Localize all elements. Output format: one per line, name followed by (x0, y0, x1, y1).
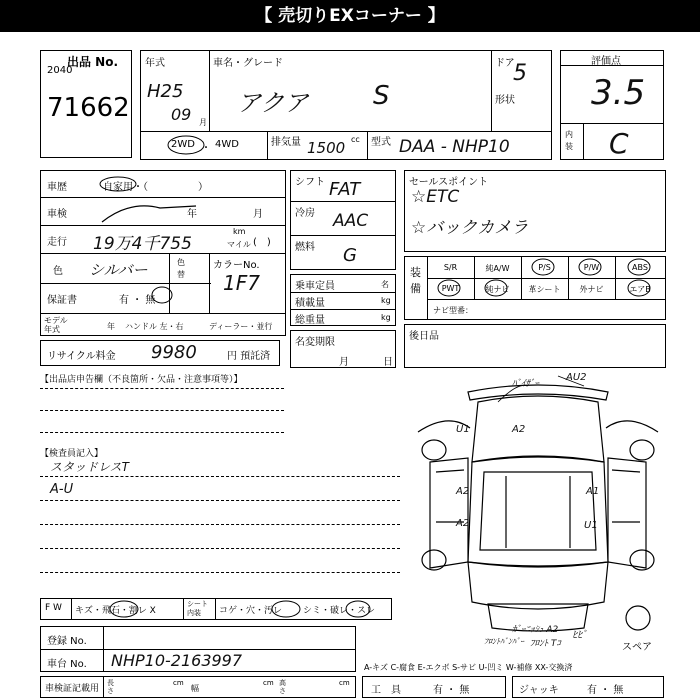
color-label: 色 (53, 266, 63, 277)
chassis-value: NHP10-2163997 (111, 651, 243, 670)
navi-model-label: ナビ型番： (433, 306, 473, 315)
weight-label: 総重量 (295, 315, 325, 326)
fw-label: F W (45, 603, 62, 613)
fw-circles (40, 598, 392, 620)
score-value: 3.5 (591, 73, 646, 113)
warranty-circle-icon (150, 285, 174, 305)
jack-box (512, 676, 664, 698)
fw-interior: シート内装 (187, 600, 208, 617)
damage-mark-rear-left: U1 (456, 424, 470, 435)
history-label: 車歴 (47, 182, 67, 193)
mileage-label: 走行 (47, 237, 67, 248)
mileage-unit-mile: マイル (227, 240, 251, 249)
equip-pwt: PWT (441, 284, 460, 293)
ac-value: AAC (333, 211, 369, 231)
fw-scratch: キズ・飛石・割レ X (75, 606, 156, 616)
tools-box (362, 676, 506, 698)
shape-label: 形状 (495, 95, 515, 106)
model-year-label: モデル年式 (44, 316, 68, 334)
color-code-label: カラーNo. (213, 260, 260, 271)
damage-mark-right-door-1: A1 (586, 486, 600, 497)
displacement-label: 排気量 (271, 137, 301, 148)
lot-number: 71662 (47, 93, 130, 123)
inspection-year: 年 (187, 209, 197, 220)
mileage-paren: ( ) (253, 237, 271, 248)
drive-option-1: 2WD (171, 139, 195, 150)
damage-mark-roof: AU2 (566, 372, 587, 383)
chassis-label: 車台 No. (47, 659, 87, 670)
inspector-line-1: スタッドレスT (50, 460, 129, 474)
mileage-unit-km: km (233, 227, 246, 236)
exhibitor-label: 【出品店申告欄（不良箇所・欠品・注意事項等）】 (40, 375, 243, 385)
damage-mark-front: ﾌﾛﾝﾄ Tｺ (530, 639, 561, 649)
model-year-unit: 年 (107, 322, 115, 331)
registration-label: 登録 No. (47, 636, 87, 647)
equip-leather: 革シート (528, 285, 561, 294)
damage-mark-rear-glass: A2 (512, 424, 526, 435)
after-date-box (404, 324, 666, 368)
car-label: 車名・グレード (213, 58, 283, 69)
deadline-day: 日 (383, 357, 393, 368)
lot-code: 2040 (47, 65, 73, 76)
tools-options: 有 ・ 無 (433, 685, 470, 696)
banner: 【 売切りEXコーナー 】 (0, 0, 700, 32)
fuel-value: G (343, 245, 357, 266)
equip-navi: 純ナビ (485, 285, 510, 294)
color-swap-label: 色替 (177, 258, 185, 279)
certificate-length-unit: cm (173, 679, 184, 687)
car-name: アクア (237, 89, 309, 117)
history-circle-icon (98, 175, 138, 193)
doors-value: 5 (513, 61, 527, 86)
interior-value: C (609, 127, 629, 160)
damage-mark-left-door-1: A2 (456, 486, 470, 497)
equip-abs: ABS (632, 263, 648, 272)
shift-value: FAT (329, 179, 361, 200)
equip-airbag: エアB (629, 285, 651, 294)
score-label: 評価点 (591, 56, 621, 67)
certificate-height: 高さ (279, 679, 286, 695)
damage-mark-left-door-2: A2 (456, 518, 470, 529)
damage-mark-visor: ﾊﾞｲｻﾞｰ (512, 379, 540, 389)
drive-dot: ・ (201, 143, 211, 154)
inspector-label: 【検査員記入】 (40, 449, 104, 459)
capacity-box (290, 274, 396, 326)
spare-label: スペア (622, 642, 652, 653)
ac-label: 冷房 (295, 208, 315, 219)
model-year-dealer: ディーラー・並行 (209, 322, 273, 331)
equip-sr: S/R (443, 263, 458, 272)
sales-points-box (404, 170, 666, 252)
year-month-suffix: 月 (199, 118, 207, 127)
recycle-box (40, 340, 280, 366)
doors-label: ドア (495, 58, 515, 69)
year-label: 年式 (145, 58, 165, 69)
recycle-value: 9980 (151, 342, 197, 363)
lot-label: 出品 No. (67, 55, 119, 69)
weight-unit: kg (381, 313, 391, 322)
registration-box (40, 626, 356, 672)
damage-mark-garnish: ｶﾞｰﾆｯｼｭ A2 (512, 625, 559, 635)
equip-alloy: 純A/W (485, 264, 510, 273)
history-value: 自家用・（ ） (103, 182, 208, 193)
shift-box (290, 170, 396, 270)
equipment-circles (404, 256, 666, 300)
details-box (40, 170, 286, 336)
equipment-label: 装備 (410, 266, 421, 295)
capacity-unit: 名 (381, 280, 389, 289)
car-diagram (408, 372, 668, 652)
shift-label: シフト (295, 177, 325, 188)
year-month: 09 (171, 105, 192, 124)
sales-points-label: セールスポイント (409, 177, 489, 188)
tools-label: 工 具 (371, 685, 401, 696)
deadline-month: 月 (339, 357, 349, 368)
fw-stains: コゲ・穴・汚レ (219, 606, 283, 616)
damage-mark-crack: ﾋﾋﾞ (572, 630, 587, 641)
equip-ext-navi: 外ナビ (579, 285, 604, 294)
color-code-value: 1F7 (223, 271, 260, 295)
equip-ps: P/S (538, 263, 551, 272)
load-unit: kg (381, 296, 391, 305)
legend: A-キズ C-腐食 E-エクボ S-サビ U-凹ミ W-補修 XX-交換済 (364, 663, 573, 672)
jack-label: ジャッキ (519, 685, 559, 696)
score-box (560, 50, 664, 160)
warranty-options: 有 ・ 無 (119, 295, 156, 306)
sales-point-1: ☆ETC (411, 187, 460, 207)
load-label: 積載量 (295, 298, 325, 309)
drive-circle-icon (166, 134, 206, 156)
inspection-label: 車検 (47, 209, 67, 220)
certificate-box (40, 676, 356, 698)
damage-mark-front-bumper: ﾌﾛﾝﾄﾊﾞﾝﾊﾟｰ (484, 637, 524, 646)
capacity-label: 乗車定員 (295, 281, 335, 292)
deadline-label: 名変期限 (295, 337, 335, 348)
jack-options: 有 ・ 無 (587, 685, 624, 696)
displacement-value: 1500 (307, 139, 346, 157)
deadline-box (290, 330, 396, 368)
recycle-label: リサイクル料金 (47, 351, 116, 362)
fuel-label: 燃料 (295, 242, 315, 253)
model-year-handle: ハンドル 左・右 (125, 322, 184, 331)
inspector-line-2: A-U (50, 482, 74, 497)
inspection-month: 月 (253, 209, 263, 220)
mileage-value: 19万4千755 (93, 234, 192, 254)
certificate-height-unit: cm (339, 679, 350, 687)
fw-marks: シミ・破レ・スレ (303, 606, 376, 616)
recycle-unit: 円 預託済 (227, 351, 271, 362)
certificate-width-unit: cm (263, 679, 274, 687)
car-grade: S (373, 81, 390, 111)
model-value: DAA - NHP10 (399, 137, 510, 157)
certificate-width: 幅 (191, 684, 199, 693)
model-label: 型式 (371, 137, 391, 148)
damage-mark-right-door-2: U1 (584, 520, 598, 531)
warranty-label: 保証書 (47, 295, 77, 306)
lot-box (40, 50, 132, 158)
sales-point-2: ☆バックカメラ (411, 218, 529, 238)
year-era: H25 (147, 81, 184, 102)
certificate-length: 長さ (107, 679, 114, 695)
color-value: シルバー (89, 261, 148, 279)
displacement-unit: cc (351, 135, 360, 144)
certificate-label: 車検証記載用 (45, 684, 100, 694)
inspection-strike (100, 196, 200, 226)
interior-label: 内装 (565, 130, 573, 151)
equip-pw: P/W (583, 263, 600, 272)
drive-option-2: 4WD (215, 139, 239, 150)
after-date-label: 後日品 (409, 331, 439, 342)
